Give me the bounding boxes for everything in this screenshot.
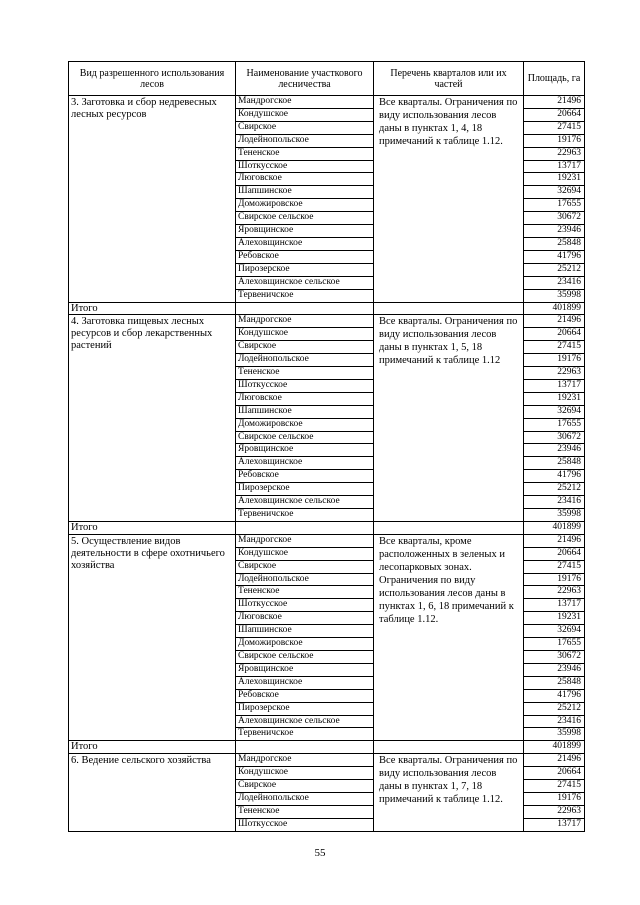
district-name: Свирское bbox=[236, 121, 374, 134]
empty-cell bbox=[374, 741, 524, 754]
district-name: Алеховщинское bbox=[236, 457, 374, 470]
district-name: Лодейнопольское bbox=[236, 354, 374, 367]
district-name: Доможировское bbox=[236, 638, 374, 651]
district-area: 23416 bbox=[524, 496, 585, 509]
district-area: 25212 bbox=[524, 702, 585, 715]
district-name: Алеховщинское сельское bbox=[236, 276, 374, 289]
header-use-type: Вид разрешенного использования лесов bbox=[69, 62, 236, 96]
district-area: 19231 bbox=[524, 612, 585, 625]
total-row bbox=[69, 302, 585, 315]
quarters-description: Все кварталы, кроме расположенных в зеленых и лесопарковых зонах. Ограничения по виду использования лесов даны в пунктах 1, 6, 18 примечаний к таблице 1.12. bbox=[374, 534, 524, 741]
district-name: Кондушское bbox=[236, 328, 374, 341]
section-title: 3. Заготовка и сбор недревесных лесных ресурсов bbox=[69, 96, 236, 303]
district-name: Шапшинское bbox=[236, 186, 374, 199]
district-area: 17655 bbox=[524, 418, 585, 431]
empty-cell bbox=[236, 521, 374, 534]
table-row bbox=[69, 534, 585, 547]
district-name: Мандрогское bbox=[236, 315, 374, 328]
page-number: 55 bbox=[314, 847, 326, 859]
district-area: 23946 bbox=[524, 225, 585, 238]
district-name: Алеховщинское сельское bbox=[236, 496, 374, 509]
total-label: Итого bbox=[69, 302, 236, 315]
district-name: Тененское bbox=[236, 367, 374, 380]
district-area: 19231 bbox=[524, 392, 585, 405]
district-area: 35998 bbox=[524, 728, 585, 741]
table-row bbox=[69, 754, 585, 767]
district-area: 22963 bbox=[524, 805, 585, 818]
district-area: 17655 bbox=[524, 199, 585, 212]
district-area: 23416 bbox=[524, 715, 585, 728]
district-area: 41796 bbox=[524, 470, 585, 483]
header-district: Наименование участкового лесничества bbox=[236, 62, 374, 96]
district-area: 22963 bbox=[524, 586, 585, 599]
table-row bbox=[69, 96, 585, 109]
district-name: Свирское bbox=[236, 341, 374, 354]
district-name: Свирское сельское bbox=[236, 650, 374, 663]
district-name: Тервеничское bbox=[236, 289, 374, 302]
district-name: Свирское сельское bbox=[236, 431, 374, 444]
district-name: Лодейнопольское bbox=[236, 573, 374, 586]
district-name: Шоткусское bbox=[236, 160, 374, 173]
table-body bbox=[69, 96, 585, 832]
district-name: Свирское сельское bbox=[236, 212, 374, 225]
forest-use-table bbox=[68, 61, 585, 832]
district-name: Мандрогское bbox=[236, 534, 374, 547]
district-area: 27415 bbox=[524, 341, 585, 354]
quarters-description: Все кварталы. Ограничения по виду использования лесов даны в пунктах 1, 7, 18 примечаний к таблице 1.12. bbox=[374, 754, 524, 831]
empty-cell bbox=[236, 302, 374, 315]
district-name: Лодейнопольское bbox=[236, 792, 374, 805]
district-area: 25212 bbox=[524, 483, 585, 496]
district-name: Тервеничское bbox=[236, 509, 374, 522]
district-name: Шоткусское bbox=[236, 599, 374, 612]
district-name: Тервеничское bbox=[236, 728, 374, 741]
empty-cell bbox=[374, 302, 524, 315]
district-area: 13717 bbox=[524, 599, 585, 612]
district-area: 21496 bbox=[524, 534, 585, 547]
empty-cell bbox=[236, 741, 374, 754]
district-area: 20664 bbox=[524, 328, 585, 341]
district-area: 19231 bbox=[524, 173, 585, 186]
district-area: 30672 bbox=[524, 431, 585, 444]
total-value: 401899 bbox=[524, 741, 585, 754]
district-area: 21496 bbox=[524, 96, 585, 109]
district-area: 27415 bbox=[524, 780, 585, 793]
district-area: 30672 bbox=[524, 212, 585, 225]
district-area: 23946 bbox=[524, 663, 585, 676]
header-area: Площадь, га bbox=[524, 62, 585, 96]
district-name: Кондушское bbox=[236, 547, 374, 560]
district-name: Яровщинское bbox=[236, 663, 374, 676]
section-title: 6. Ведение сельского хозяйства bbox=[69, 754, 236, 831]
district-area: 19176 bbox=[524, 134, 585, 147]
section-title: 4. Заготовка пищевых лесных ресурсов и сбор лекарственных растений bbox=[69, 315, 236, 522]
total-label: Итого bbox=[69, 741, 236, 754]
district-area: 19176 bbox=[524, 792, 585, 805]
district-area: 27415 bbox=[524, 121, 585, 134]
district-area: 30672 bbox=[524, 650, 585, 663]
district-name: Тененское bbox=[236, 147, 374, 160]
district-area: 13717 bbox=[524, 818, 585, 831]
district-name: Ребовское bbox=[236, 689, 374, 702]
district-name: Алеховщинское сельское bbox=[236, 715, 374, 728]
district-name: Яровщинское bbox=[236, 444, 374, 457]
section-title: 5. Осуществление видов деятельности в сфере охотничьего хозяйства bbox=[69, 534, 236, 741]
district-area: 25848 bbox=[524, 676, 585, 689]
district-area: 21496 bbox=[524, 754, 585, 767]
total-row bbox=[69, 741, 585, 754]
district-area: 21496 bbox=[524, 315, 585, 328]
empty-cell bbox=[374, 521, 524, 534]
district-name: Пирозерское bbox=[236, 702, 374, 715]
district-area: 22963 bbox=[524, 367, 585, 380]
total-value: 401899 bbox=[524, 302, 585, 315]
district-area: 32694 bbox=[524, 186, 585, 199]
district-area: 23416 bbox=[524, 276, 585, 289]
district-name: Доможировское bbox=[236, 199, 374, 212]
district-area: 20664 bbox=[524, 767, 585, 780]
table-header-row bbox=[69, 62, 585, 96]
district-area: 35998 bbox=[524, 509, 585, 522]
district-area: 20664 bbox=[524, 547, 585, 560]
district-name: Люговское bbox=[236, 392, 374, 405]
district-area: 23946 bbox=[524, 444, 585, 457]
district-area: 13717 bbox=[524, 379, 585, 392]
district-area: 19176 bbox=[524, 354, 585, 367]
district-name: Кондушское bbox=[236, 767, 374, 780]
district-name: Кондушское bbox=[236, 108, 374, 121]
district-name: Яровщинское bbox=[236, 225, 374, 238]
district-name: Ребовское bbox=[236, 250, 374, 263]
district-name: Шоткусское bbox=[236, 818, 374, 831]
district-area: 13717 bbox=[524, 160, 585, 173]
district-area: 25212 bbox=[524, 263, 585, 276]
district-name: Алеховщинское bbox=[236, 237, 374, 250]
district-name: Алеховщинское bbox=[236, 676, 374, 689]
district-name: Свирское bbox=[236, 560, 374, 573]
district-name: Шапшинское bbox=[236, 625, 374, 638]
header-quarters: Перечень кварталов или их частей bbox=[374, 62, 524, 96]
district-name: Люговское bbox=[236, 612, 374, 625]
district-name: Тененское bbox=[236, 586, 374, 599]
district-name: Лодейнопольское bbox=[236, 134, 374, 147]
quarters-description: Все кварталы. Ограничения по виду использования лесов даны в пунктах 1, 5, 18 примечаний к таблице 1.12 bbox=[374, 315, 524, 522]
table-row bbox=[69, 315, 585, 328]
district-area: 22963 bbox=[524, 147, 585, 160]
district-name: Ребовское bbox=[236, 470, 374, 483]
district-area: 27415 bbox=[524, 560, 585, 573]
district-name: Шапшинское bbox=[236, 405, 374, 418]
district-name: Мандрогское bbox=[236, 96, 374, 109]
district-area: 32694 bbox=[524, 405, 585, 418]
total-row bbox=[69, 521, 585, 534]
district-area: 25848 bbox=[524, 457, 585, 470]
district-area: 25848 bbox=[524, 237, 585, 250]
district-name: Тененское bbox=[236, 805, 374, 818]
total-label: Итого bbox=[69, 521, 236, 534]
district-area: 35998 bbox=[524, 289, 585, 302]
district-name: Мандрогское bbox=[236, 754, 374, 767]
district-name: Люговское bbox=[236, 173, 374, 186]
district-area: 32694 bbox=[524, 625, 585, 638]
district-area: 20664 bbox=[524, 108, 585, 121]
district-name: Доможировское bbox=[236, 418, 374, 431]
total-value: 401899 bbox=[524, 521, 585, 534]
district-area: 41796 bbox=[524, 250, 585, 263]
district-area: 41796 bbox=[524, 689, 585, 702]
district-name: Пирозерское bbox=[236, 263, 374, 276]
quarters-description: Все кварталы. Ограничения по виду использования лесов даны в пунктах 1, 4, 18 примечаний к таблице 1.12. bbox=[374, 96, 524, 303]
district-area: 19176 bbox=[524, 573, 585, 586]
district-name: Пирозерское bbox=[236, 483, 374, 496]
district-area: 17655 bbox=[524, 638, 585, 651]
district-name: Шоткусское bbox=[236, 379, 374, 392]
district-name: Свирское bbox=[236, 780, 374, 793]
